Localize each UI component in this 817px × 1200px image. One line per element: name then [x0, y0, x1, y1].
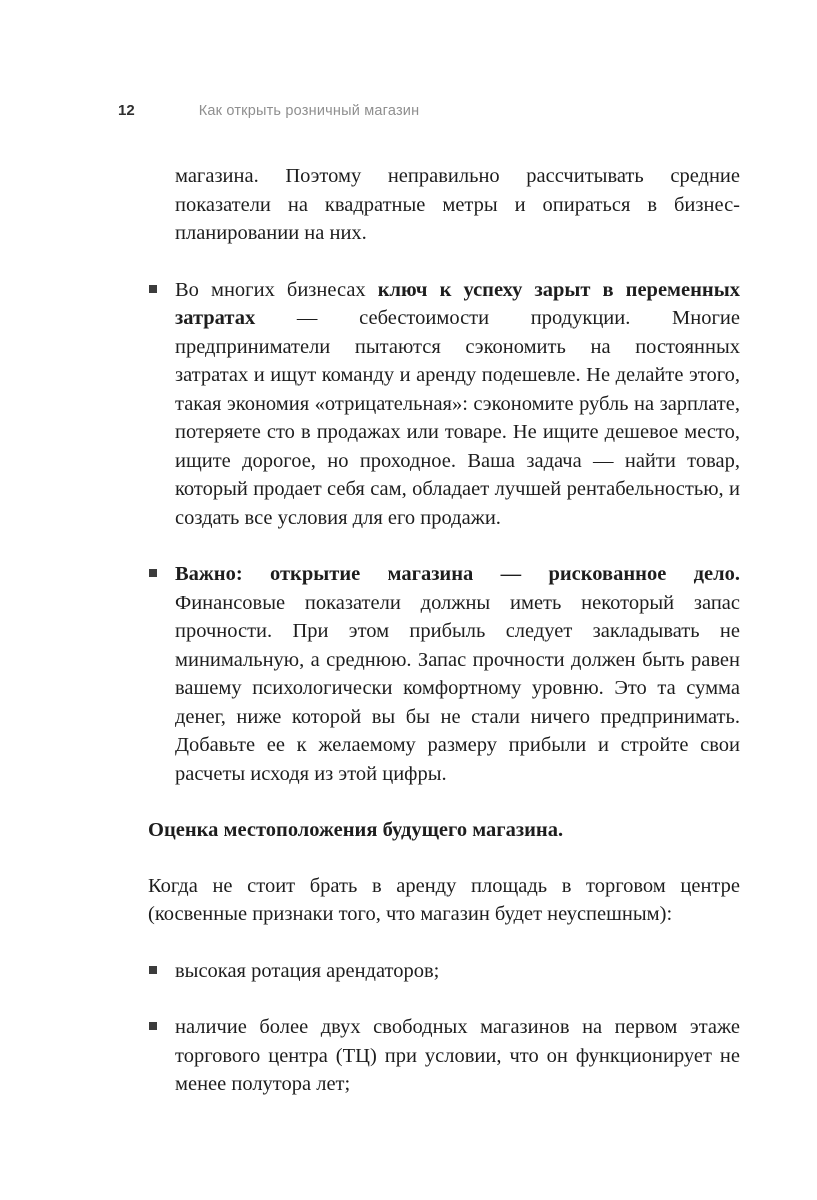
list-item: [148, 560, 740, 788]
paragraph-criteria-intro: Когда не стоит брать в аренду площадь в торговом центре (косвенные признаки того, что магазин будет неуспешным):: [148, 874, 740, 925]
section-heading: Оценка местоположения будущего магазина.: [148, 819, 564, 841]
page-header: [118, 102, 737, 119]
bullet-square-icon: [149, 966, 157, 974]
list-item-text: высокая ротация арендаторов;: [175, 959, 440, 982]
list-item-text: Важно: открытие магазина — рискованное дело. Финансовые показатели должны иметь некоторый запас прочности. При этом прибыль следует закладывать не минимальную, а среднюю. Запас прочности должен быть равен вашему психологически комфортному уровню. Это та сумма денег, ниже которой вы бы не стали ничего предпринимать. Добавьте ее к желаемому размеру прибыли и стройте свои расчеты исходя из этой цифры.: [175, 563, 740, 785]
paragraph-continuation: магазина. Поэтому неправильно рассчитывать средние показатели на квадратные метры и опираться в бизнес-планировании на них.: [175, 165, 740, 244]
page-number: 12: [118, 102, 135, 119]
list-item: [148, 1013, 740, 1099]
bullet-square-icon: [149, 569, 157, 577]
bullet-square-icon: [149, 285, 157, 293]
list-item-text: Во многих бизнесах ключ к успеху зарыт в переменных затратах — себестоимости продукции. Многие предприниматели пытаются сэкономить на постоянных затратах и ищут команду и аренду подешевле. Не делайте этого, такая экономия «отрицательная»: сэкономите рубль на зарплате, потеряете сто в продажах или товаре. Не ищите дешевое место, ищите дорогое, но проходное. Ваша задача — найти товар, который продает себя сам, обладает лучшей рентабельностью, и создать все условия для его продажи.: [175, 278, 740, 529]
criteria-list: [148, 957, 740, 1099]
list-item: [148, 957, 740, 986]
page-body: [148, 162, 740, 1127]
bullet-square-icon: [149, 1022, 157, 1030]
key-points-list: [148, 276, 740, 789]
list-item-text: наличие более двух свободных магазинов на первом этаже торгового центра (ТЦ) при условии, что он функционирует не менее полутора лет;: [175, 1016, 740, 1095]
list-item: [148, 276, 740, 533]
running-title: Как открыть розничный магазин: [198, 103, 420, 119]
